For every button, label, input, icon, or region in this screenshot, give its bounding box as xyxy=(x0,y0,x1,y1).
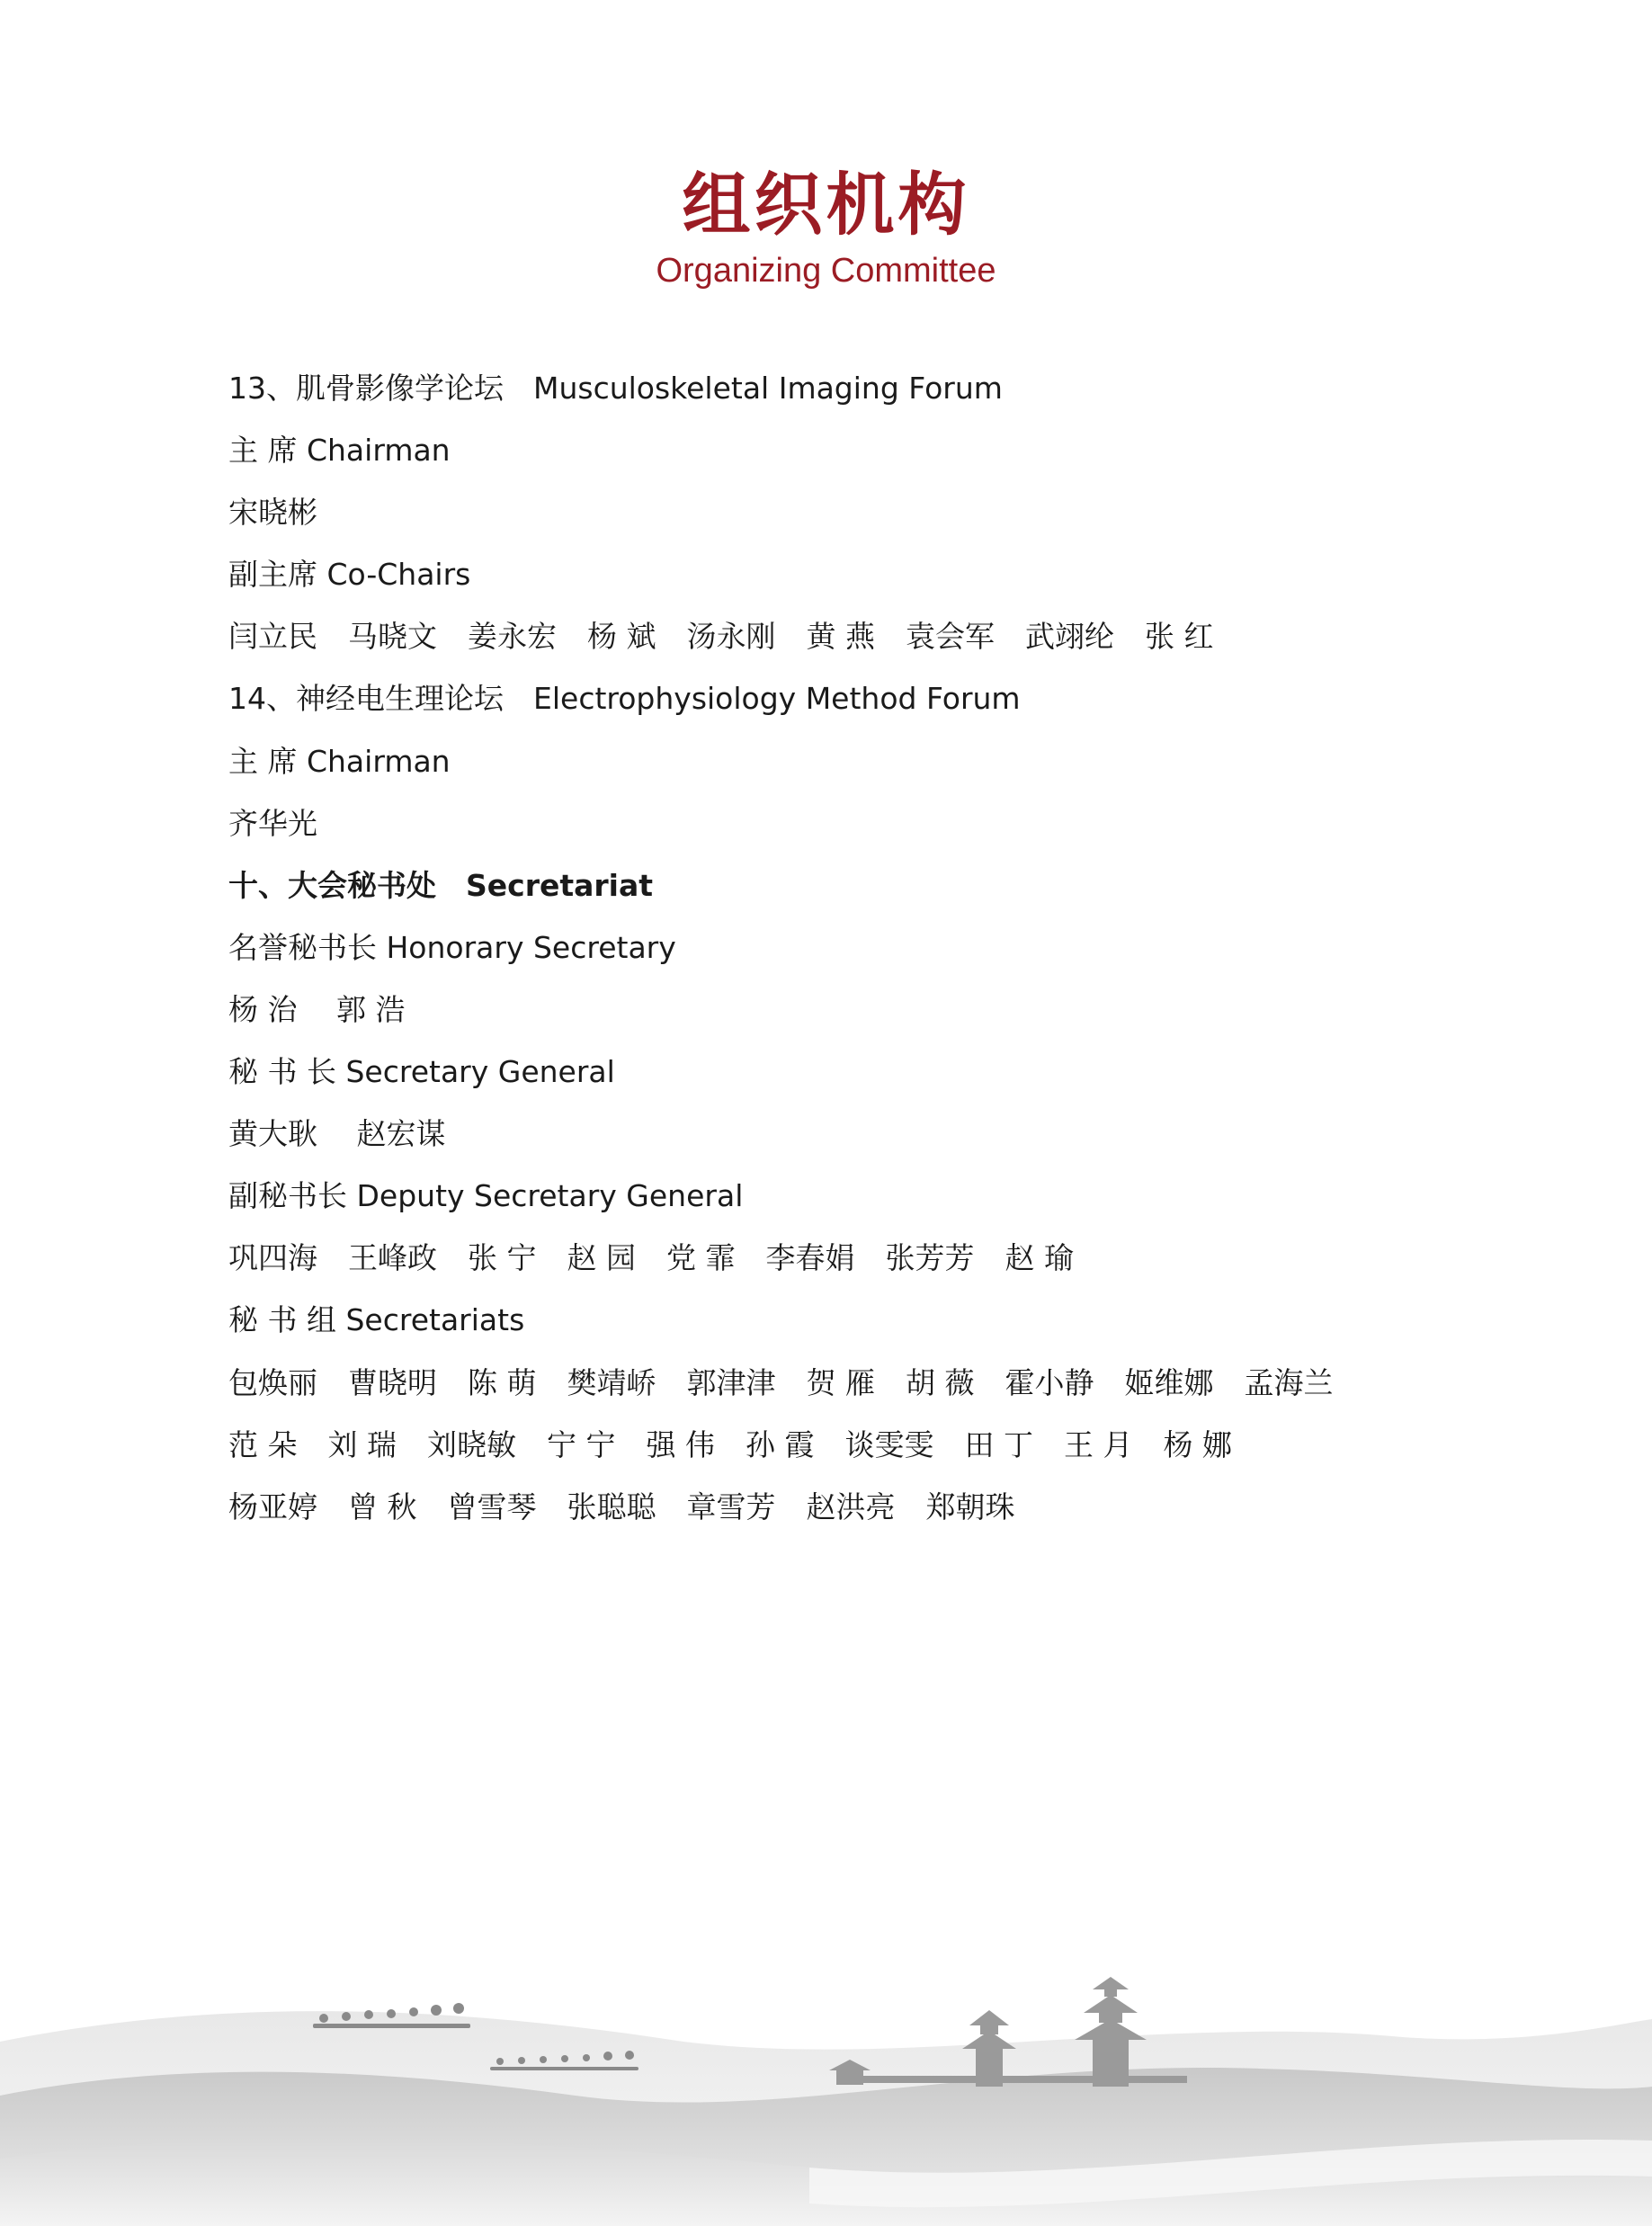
person-name: 张 红 xyxy=(1145,619,1214,655)
secretariats-names-row-1 xyxy=(228,1354,1505,1417)
forum-14-heading: 14、神经电生理论坛 Electrophysiology Method Forum xyxy=(228,681,1021,717)
desert-landscape-illustration xyxy=(0,1961,1652,2226)
person-name: 闫立民 xyxy=(228,619,317,655)
person-name: 党 霏 xyxy=(666,1240,736,1276)
forum-13-cochairs-names xyxy=(228,608,1505,670)
person-name: 曾雪琴 xyxy=(447,1488,537,1524)
person-name: 姬维娜 xyxy=(1124,1364,1214,1400)
deputy-secretary-names xyxy=(228,1229,1505,1292)
person-name: 黄 燕 xyxy=(806,619,875,655)
person-name: 张 宁 xyxy=(468,1240,537,1276)
person-name: 孙 霞 xyxy=(746,1426,815,1462)
page-subtitle: Organizing Committee xyxy=(656,252,996,290)
person-name: 郭津津 xyxy=(686,1364,776,1400)
person-name: 曾 秋 xyxy=(348,1488,417,1524)
person-name: 张聪聪 xyxy=(567,1488,656,1524)
person-name: 刘 瑞 xyxy=(327,1426,397,1462)
person-name: 姜永宏 xyxy=(468,619,557,655)
secretariats-names-row-3 xyxy=(228,1479,1505,1541)
secretary-general-names: 黄大耿 赵宏谋 xyxy=(228,1116,446,1152)
person-name: 赵 园 xyxy=(567,1240,636,1276)
secretariats-label: 秘 书 组 Secretariats xyxy=(228,1302,525,1338)
person-name: 霍小静 xyxy=(1005,1364,1094,1400)
person-name: 李春娟 xyxy=(765,1240,855,1276)
person-name: 赵洪亮 xyxy=(806,1488,896,1524)
honorary-secretary-names: 杨 治 郭 浩 xyxy=(228,991,406,1027)
person-name: 包焕丽 xyxy=(228,1364,317,1400)
forum-14-chair-label: 主 席 Chairman xyxy=(228,743,451,779)
person-name: 巩四海 xyxy=(228,1240,317,1276)
page-header xyxy=(0,162,1652,291)
person-name: 宁 宁 xyxy=(547,1426,616,1462)
forum-13-chair-name: 宋晓彬 xyxy=(228,495,317,531)
person-name: 贺 雁 xyxy=(806,1364,875,1400)
forum-13-chair-label: 主 席 Chairman xyxy=(228,433,451,469)
person-name: 杨亚婷 xyxy=(228,1488,317,1524)
secretariat-section-heading: 十、大会秘书处 Secretariat xyxy=(228,867,654,903)
person-name: 范 朵 xyxy=(228,1426,298,1462)
person-name: 马晓文 xyxy=(348,619,437,655)
forum-13-heading: 13、肌骨影像学论坛 Musculoskeletal Imaging Forum xyxy=(228,371,1003,406)
secretariats-names-row-2 xyxy=(228,1417,1505,1479)
person-name: 杨 斌 xyxy=(587,619,656,655)
person-name: 陈 萌 xyxy=(468,1364,537,1400)
person-name: 樊靖峤 xyxy=(567,1364,656,1400)
person-name: 张芳芳 xyxy=(885,1240,975,1276)
person-name: 王峰政 xyxy=(348,1240,437,1276)
person-name: 孟海兰 xyxy=(1244,1364,1334,1400)
person-name: 郑朝珠 xyxy=(925,1488,1015,1524)
person-name: 杨 娜 xyxy=(1163,1426,1232,1462)
committee-list xyxy=(228,360,1505,1541)
person-name: 王 月 xyxy=(1064,1426,1133,1462)
person-name: 汤永刚 xyxy=(686,619,776,655)
person-name: 强 伟 xyxy=(646,1426,715,1462)
forum-14-chair-name: 齐华光 xyxy=(228,805,317,841)
person-name: 章雪芳 xyxy=(686,1488,776,1524)
forum-13-cochairs-label: 副主席 Co-Chairs xyxy=(228,557,471,593)
secretary-general-label: 秘 书 长 Secretary General xyxy=(228,1054,615,1090)
person-name: 赵 瑜 xyxy=(1005,1240,1074,1276)
person-name: 刘晓敏 xyxy=(427,1426,516,1462)
person-name: 谈雯雯 xyxy=(844,1426,934,1462)
page-title: 组织机构 xyxy=(682,165,970,245)
person-name: 武翊纶 xyxy=(1025,619,1114,655)
person-name: 曹晓明 xyxy=(348,1364,437,1400)
person-name: 袁会军 xyxy=(906,619,995,655)
deputy-secretary-label: 副秘书长 Deputy Secretary General xyxy=(228,1178,744,1214)
honorary-secretary-label: 名誉秘书长 Honorary Secretary xyxy=(228,929,676,965)
person-name: 田 丁 xyxy=(964,1426,1033,1462)
person-name: 胡 薇 xyxy=(906,1364,975,1400)
